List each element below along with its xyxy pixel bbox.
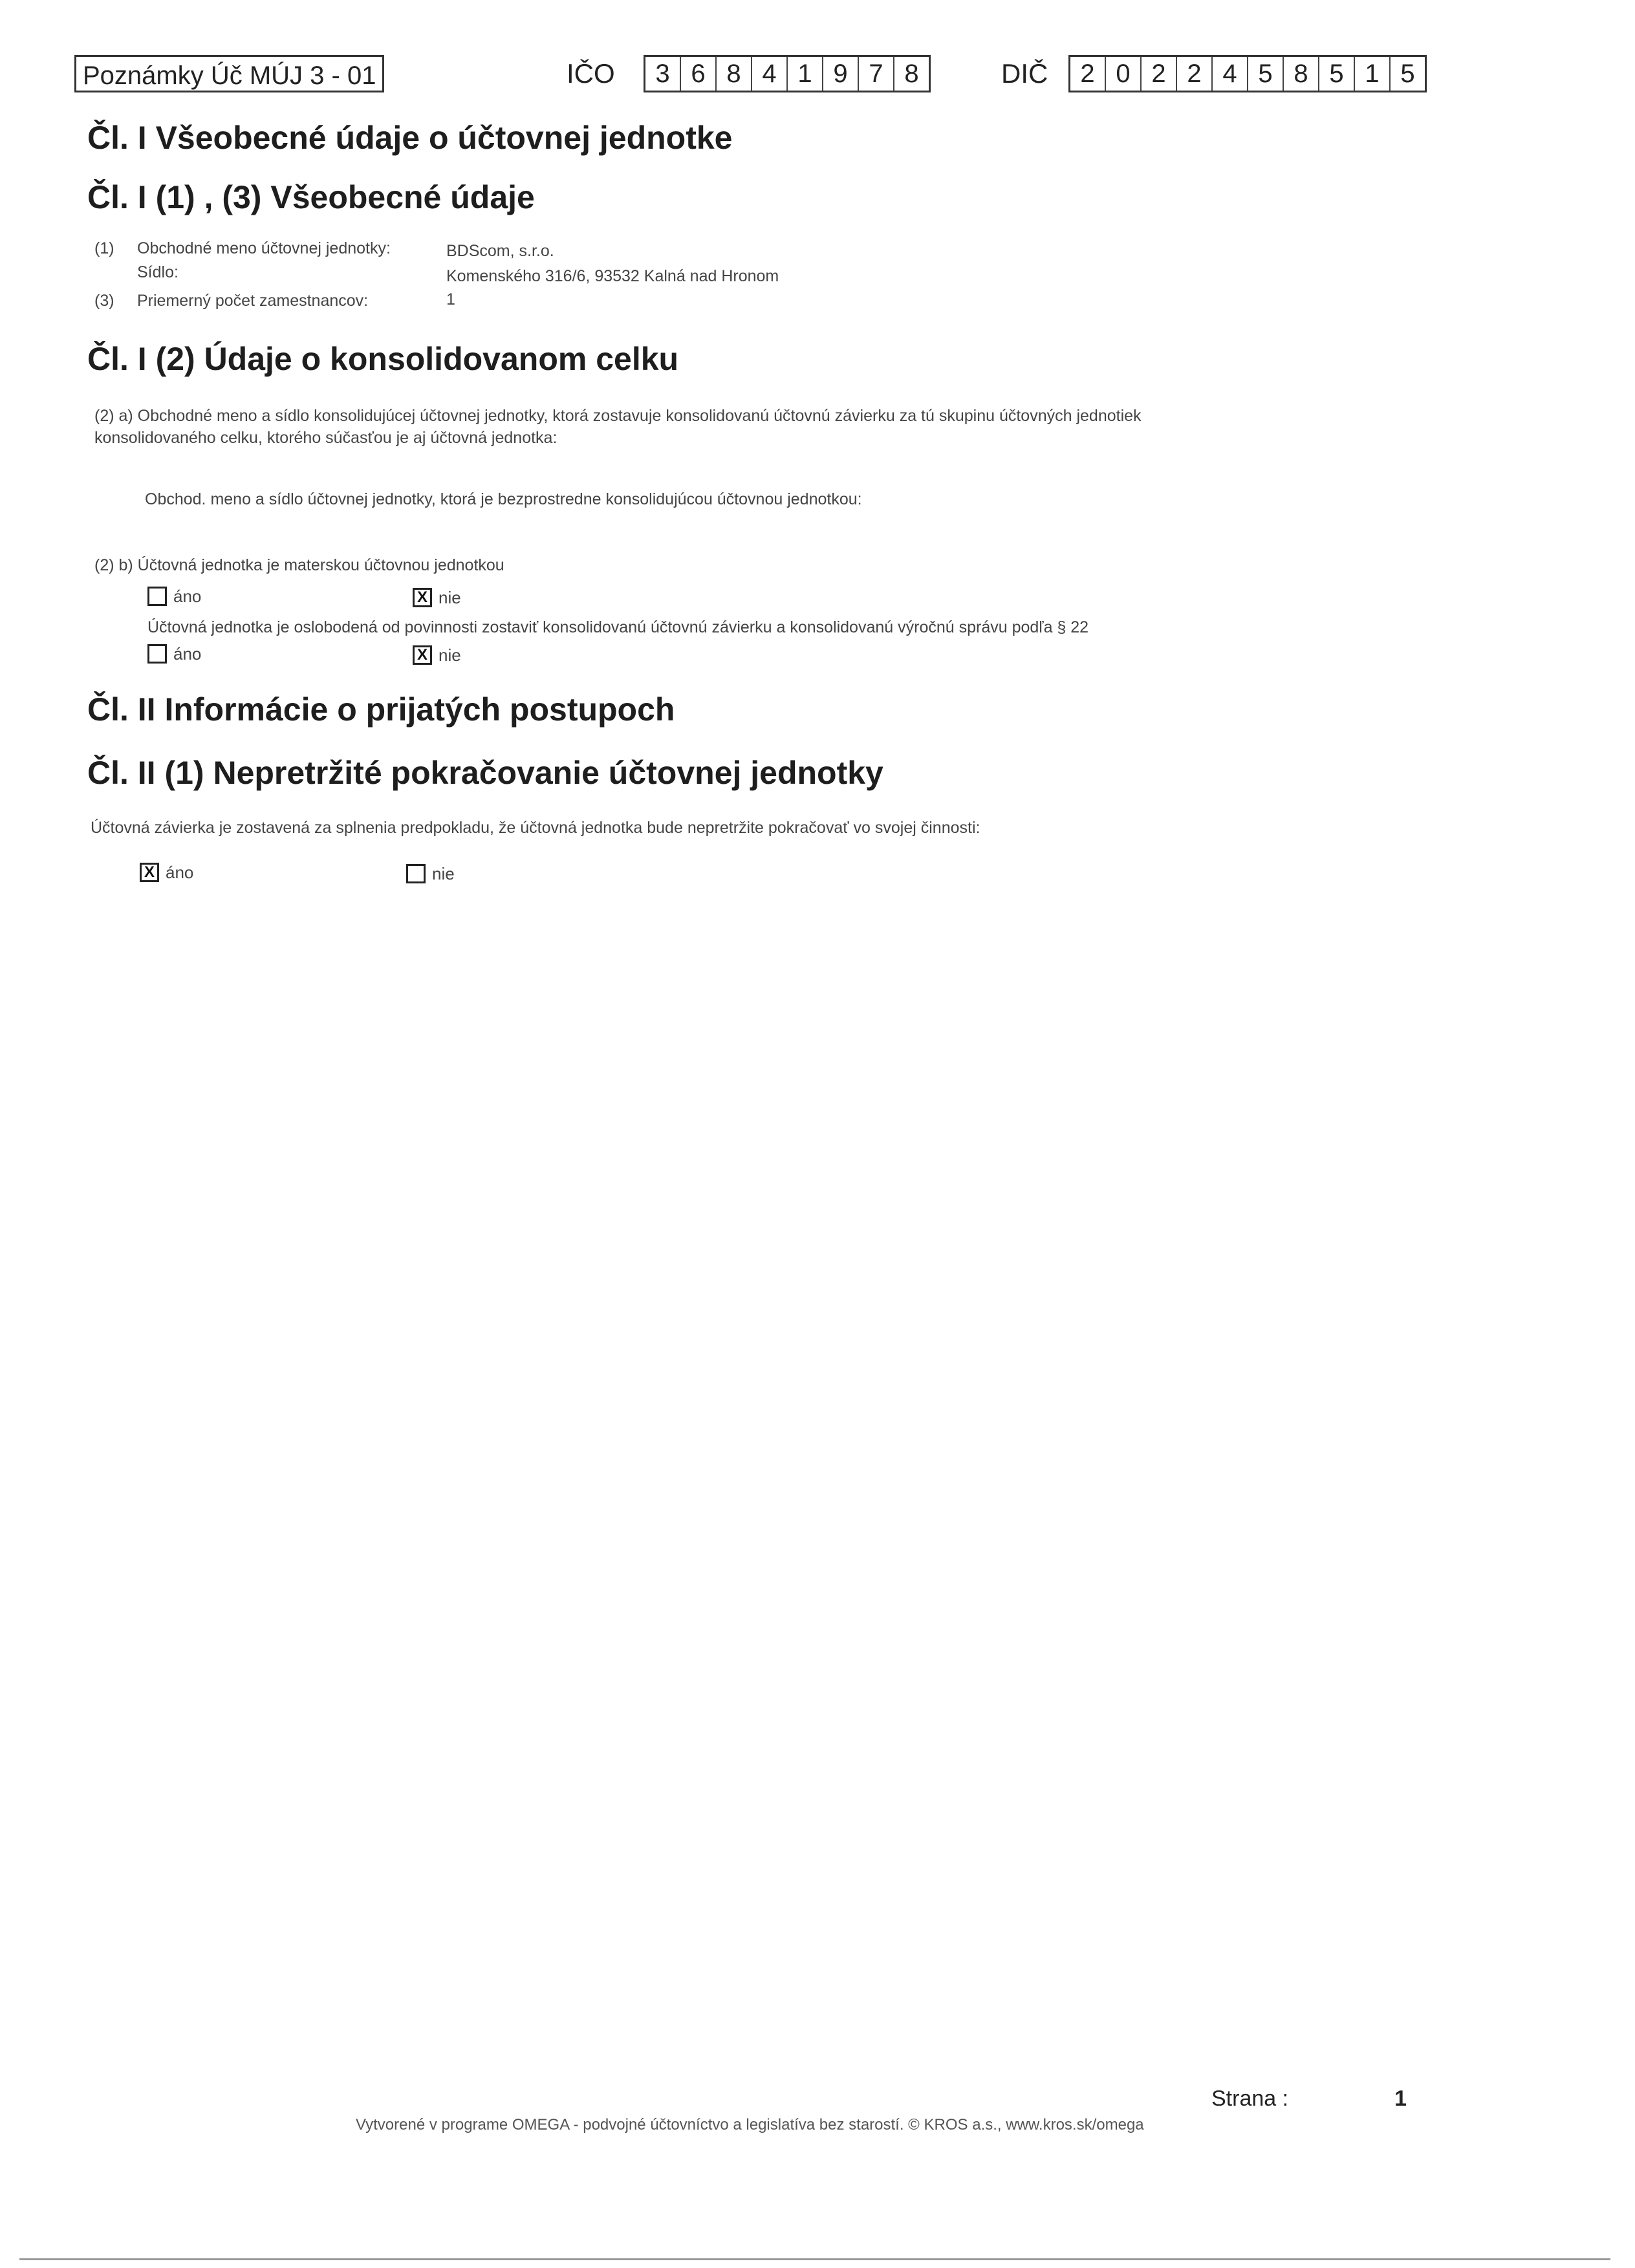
parent-yes-option[interactable] <box>147 585 201 607</box>
section-2-1-title: Čl. II (1) Nepretržité pokračovanie účtovnej jednotky <box>87 755 883 791</box>
ico-digit: 8 <box>717 57 752 91</box>
parent-yes-label: áno <box>173 586 202 606</box>
continuity-yes-option[interactable] <box>140 861 193 883</box>
ico-digit: 3 <box>645 57 681 91</box>
page-number: 1 <box>1394 2086 1407 2111</box>
consolidated-paragraph-line-2: konsolidovaného celku, ktorého súčasťou je aj účtovná jednotka: <box>94 429 558 447</box>
exemption-question: Účtovná jednotka je oslobodená od povinnosti zostaviť konsolidovanú účtovnú závierku a konsolidovanú výročnú správu podľa § 22 <box>147 618 1089 636</box>
row3-number: (3) <box>94 292 114 310</box>
parent-no-option[interactable] <box>413 587 461 608</box>
ico-digits-box <box>644 55 931 92</box>
consolidated-paragraph <box>94 405 1550 449</box>
form-code-box: Poznámky Úč MÚJ 3 - 01 <box>74 55 384 92</box>
exempt-no-option[interactable] <box>413 644 461 665</box>
seat-value: Komenského 316/6, 93532 Kalná nad Hronom <box>446 267 779 285</box>
section-2-title: Čl. II Informácie o prijatých postupoch <box>87 691 675 728</box>
continuity-no-label: nie <box>432 863 455 883</box>
page-label: Strana : <box>1211 2086 1289 2111</box>
ico-digit: 1 <box>788 57 823 91</box>
ico-label: IČO <box>567 58 615 89</box>
ico-digit: 7 <box>859 57 894 91</box>
ico-digit: 8 <box>904 59 919 88</box>
dic-digit: 8 <box>1284 57 1319 91</box>
section-1-2-title: Čl. I (2) Údaje o konsolidovanom celku <box>87 341 679 377</box>
dic-label: DIČ <box>1001 58 1048 89</box>
parent-yes-checkbox[interactable] <box>147 587 167 606</box>
ico-digit: 9 <box>823 57 859 91</box>
continuity-yes-label: áno <box>166 862 194 882</box>
section-1-title: Čl. I Všeobecné údaje o účtovnej jednotke <box>87 120 733 156</box>
exempt-yes-checkbox[interactable] <box>147 644 167 664</box>
direct-consolidator-line: Obchod. meno a sídlo účtovnej jednotky, ktorá je bezprostredne konsolidujúcou účtovnou jednotkou: <box>145 490 862 508</box>
exempt-no-checkbox[interactable]: X <box>413 645 432 665</box>
company-name-label: Obchodné meno účtovnej jednotky: <box>137 239 391 257</box>
parent-no-checkbox[interactable]: X <box>413 588 432 607</box>
continuity-no-option[interactable] <box>406 863 455 884</box>
seat-label: Sídlo: <box>137 263 179 281</box>
dic-digit: 0 <box>1106 57 1142 91</box>
dic-digit: 1 <box>1355 57 1391 91</box>
consolidated-paragraph-line-1: (2) a) Obchodné meno a sídlo konsolidujúcej účtovnej jednotky, ktorá zostavuje konsolidovanú účtovnú závierku za tú skupinu účtovných jednotiek <box>94 407 1142 425</box>
footer-credit: Vytvorené v programe OMEGA - podvojné účtovníctvo a legislatíva bez starostí. © KROS a.s., www.kros.sk/omega <box>356 2116 1144 2133</box>
continuity-no-checkbox[interactable] <box>406 864 426 883</box>
dic-digits-box <box>1068 55 1427 92</box>
dic-digit: 5 <box>1248 57 1284 91</box>
row1-number: (1) <box>94 239 114 257</box>
employees-label: Priemerný počet zamestnancov: <box>137 292 369 310</box>
dic-digit: 5 <box>1400 59 1415 88</box>
exempt-yes-option[interactable] <box>147 643 201 664</box>
section-1-1-3-title: Čl. I (1) , (3) Všeobecné údaje <box>87 179 535 215</box>
dic-digit: 2 <box>1177 57 1213 91</box>
ico-digit: 6 <box>681 57 717 91</box>
dic-digit: 2 <box>1142 57 1177 91</box>
dic-digit: 4 <box>1213 57 1248 91</box>
company-name-value: BDScom, s.r.o. <box>446 242 554 260</box>
employees-value: 1 <box>446 290 455 308</box>
exempt-yes-label: áno <box>173 643 202 664</box>
parent-entity-question: (2) b) Účtovná jednotka je materskou účtovnou jednotkou <box>94 556 504 574</box>
exempt-no-label: nie <box>439 645 461 665</box>
dic-digit: 2 <box>1070 57 1106 91</box>
continuity-yes-checkbox[interactable]: X <box>140 863 159 882</box>
parent-no-label: nie <box>439 587 461 607</box>
scan-edge-line <box>19 2258 1610 2260</box>
continuity-question: Účtovná závierka je zostavená za splnenia predpokladu, že účtovná jednotka bude nepretržite pokračovať vo svojej činnosti: <box>91 819 980 837</box>
ico-digit: 4 <box>752 57 788 91</box>
dic-digit: 5 <box>1319 57 1355 91</box>
